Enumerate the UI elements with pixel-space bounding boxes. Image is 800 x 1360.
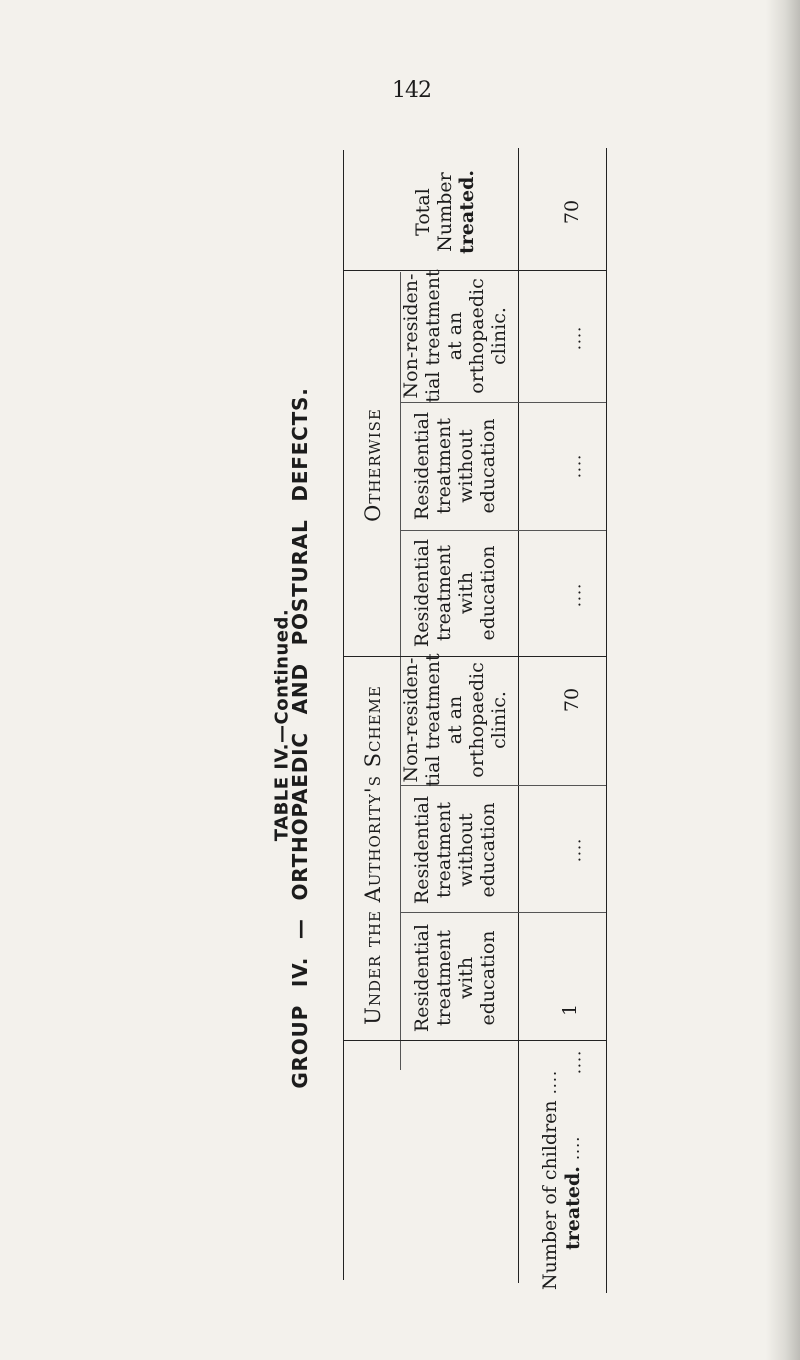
col-head-other-non-res: Non-residen- tial treatment at an orthopaedic clinic. [400, 269, 510, 403]
cell-other-non-res: .... [565, 325, 585, 351]
page-number: 142 [392, 78, 431, 103]
col-head-auth-res-without-edu: Residential treatment without education [411, 795, 499, 905]
divider-auth-2 [400, 912, 606, 913]
page-edge-shadow [766, 0, 800, 1360]
row-label-trailing-dots: .... [565, 1049, 585, 1075]
header-body-divider [518, 148, 519, 1283]
cell-auth-res-without-edu: .... [565, 837, 585, 863]
col-head-other-res-with-edu: Residential treatment with education [411, 538, 499, 648]
divider-label [343, 1040, 606, 1041]
table-right-border [606, 148, 607, 1293]
col-head-total: Total Number treated. [412, 170, 478, 254]
cell-auth-res-with-edu: 1 [559, 1003, 581, 1017]
group-heading-authority: Under the Authority's Scheme [361, 685, 385, 1025]
group-heading-otherwise: Otherwise [361, 408, 385, 522]
divider-other-2 [400, 530, 606, 531]
row-label: Number of children .... treated. .... [539, 1069, 584, 1291]
table-left-border [343, 150, 344, 1280]
col-head-auth-non-res: Non-residen- tial treatment at an orthopaedic clinic. [400, 653, 510, 787]
table-title: TABLE IV.—Continued. [271, 608, 293, 842]
cell-auth-non-res: 70 [561, 687, 583, 713]
cell-other-res-without-edu: .... [565, 453, 585, 479]
cell-total: 70 [561, 199, 583, 225]
col-head-other-res-without-edu: Residential treatment without education [411, 411, 499, 521]
cell-other-res-with-edu: .... [565, 582, 585, 608]
col-head-auth-res-with-edu: Residential treatment with education [411, 923, 499, 1033]
group-title: GROUP IV. — ORTHOPAEDIC AND POSTURAL DEFECTS. [288, 387, 312, 1089]
